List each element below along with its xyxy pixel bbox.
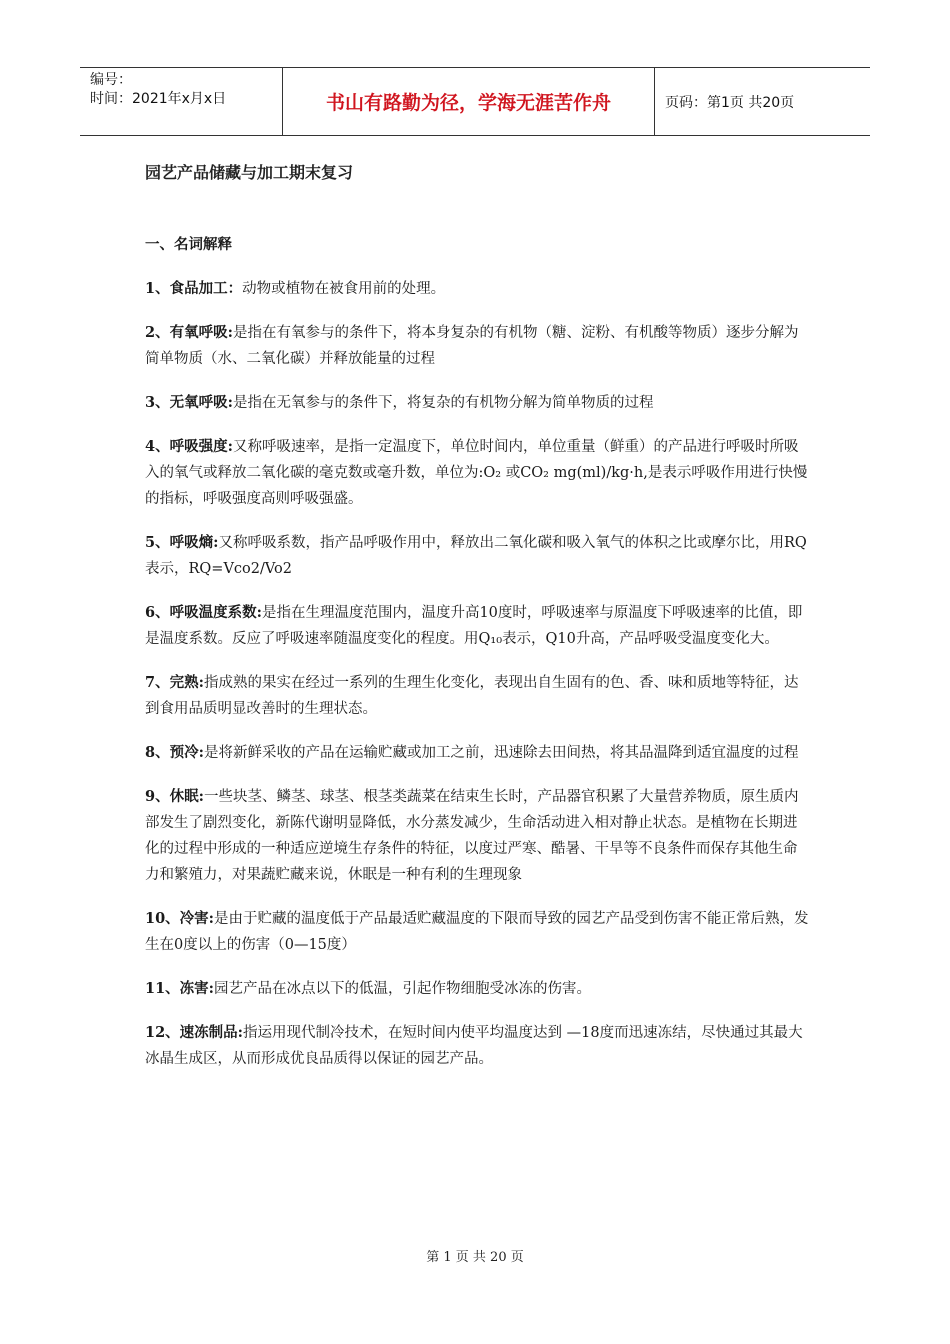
definition-text: 是指在有氧参与的条件下，将本身复杂的有机物（糖、淀粉、有机酸等物质）逐步分解为简单物质（水、二氧化碳）并释放能量的过程 — [145, 325, 799, 367]
definition-entry — [145, 390, 810, 416]
definition-entry — [145, 530, 810, 582]
definition-term: 5、呼吸熵: — [145, 534, 219, 551]
document-title: 园艺产品储藏与加工期末复习 — [145, 163, 354, 182]
definition-term: 12、速冻制品: — [145, 1024, 244, 1041]
definition-term: 9、休眠: — [145, 788, 204, 805]
definition-entry — [145, 600, 810, 652]
definition-term: 1、食品加工： — [145, 280, 243, 297]
definition-entry — [145, 276, 810, 302]
definition-text: 又称呼吸系数，指产品呼吸作用中，释放出二氧化碳和吸入氧气的体积之比或摩尔比，用RQ表示，RQ=Vco2/Vo2 — [145, 535, 807, 577]
date-label: 时间：2021年x月x日 — [90, 91, 227, 107]
document-header — [80, 67, 870, 136]
definition-entry — [145, 1020, 810, 1072]
definition-term: 10、冷害: — [145, 910, 215, 927]
definition-text: 指运用现代制冷技术，在短时间内使平均温度达到 —18度而迅速冻结，尽快通过其最大冰晶生成区，从而形成优良品质得以保证的园艺产品。 — [145, 1025, 803, 1067]
definition-text: 是由于贮藏的温度低于产品最适贮藏温度的下限而导致的园艺产品受到伤害不能正常后熟，发生在0度以上的伤害（0—15度） — [145, 911, 809, 953]
definition-entry — [145, 784, 810, 888]
definition-term: 2、有氧呼吸: — [145, 324, 233, 341]
definition-term: 7、完熟: — [145, 674, 204, 691]
header-motto: 书山有路勤为径，学海无涯苦作舟 — [282, 68, 655, 135]
header-page-info: 页码：第1页 共20页 — [665, 94, 795, 111]
definition-term: 4、呼吸强度: — [145, 438, 233, 455]
definition-entry — [145, 740, 810, 766]
section-heading: 一、名词解释 — [145, 236, 232, 253]
page-footer: 第 1 页 共 20 页 — [426, 1250, 524, 1265]
definition-term: 8、预冷: — [145, 744, 204, 761]
definition-entry — [145, 906, 810, 958]
definition-text: 动物或植物在被食用前的处理。 — [242, 281, 446, 297]
definition-entry — [145, 320, 810, 372]
definition-term: 3、无氧呼吸: — [145, 394, 233, 411]
definition-term: 11、冻害: — [145, 980, 215, 997]
definition-text: 是指在无氧参与的条件下，将复杂的有机物分解为简单物质的过程 — [232, 395, 654, 411]
definition-text: 又称呼吸速率，是指一定温度下，单位时间内，单位重量（鲜重）的产品进行呼吸时所吸入的氧气或释放二氧化碳的毫克数或毫升数，单位为:O₂ 或CO₂ mg(ml)/kg·h,是表示呼吸作用进行快慢的指标，呼吸强度高则呼吸强盛。 — [145, 439, 808, 507]
definition-entry — [145, 976, 810, 1002]
definition-text: 一些块茎、鳞茎、球茎、根茎类蔬菜在结束生长时，产品器官积累了大量营养物质，原生质内部发生了剧烈变化，新陈代谢明显降低，水分蒸发减少，生命活动进入相对静止状态。是植物在长期进化的过程中形成的一种适应逆境生存条件的特征，以度过严寒、酷暑、干旱等不良条件而保存其他生命力和繁殖力，对果蔬贮藏来说，休眠是一种有利的生理现象 — [145, 789, 799, 883]
definition-list — [145, 276, 810, 1072]
definition-text: 指成熟的果实在经过一系列的生理生化变化，表现出自生固有的色、香、味和质地等特征，达到食用品质明显改善时的生理状态。 — [145, 675, 799, 717]
number-label: 编号： — [90, 72, 132, 88]
definition-entry — [145, 434, 810, 512]
definition-entry — [145, 670, 810, 722]
definition-term: 6、呼吸温度系数: — [145, 604, 262, 621]
header-meta — [80, 68, 282, 135]
definition-text: 园艺产品在冰点以下的低温，引起作物细胞受冰冻的伤害。 — [214, 981, 592, 997]
document-body — [145, 232, 810, 1090]
definition-text: 是将新鲜采收的产品在运输贮藏或加工之前，迅速除去田间热，将其品温降到适宜温度的过程 — [203, 745, 799, 761]
definition-text: 是指在生理温度范围内，温度升高10度时，呼吸速率与原温度下呼吸速率的比值，即是温度系数。反应了呼吸速率随温度变化的程度。用Q₁₀表示，Q10升高，产品呼吸受温度变化大。 — [145, 605, 803, 647]
